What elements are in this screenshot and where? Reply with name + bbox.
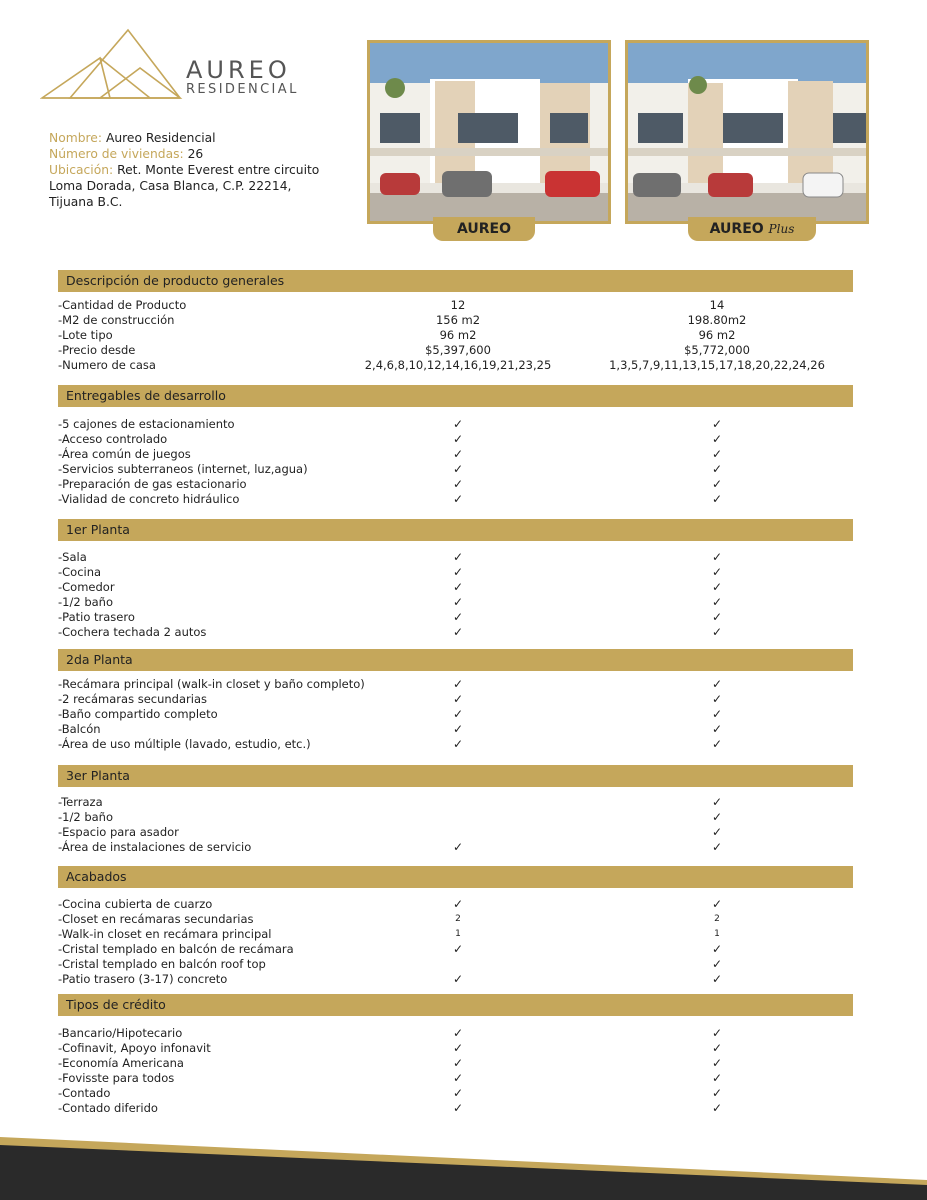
row-label: -M2 de construcción: [58, 313, 175, 327]
table-row: [58, 737, 853, 752]
aureo-value: ✓: [452, 580, 464, 594]
section-header: [58, 866, 853, 888]
section-header: [58, 649, 853, 671]
aureo-value: ✓: [452, 840, 464, 854]
aureo-plus-value: ✓: [711, 707, 723, 721]
aureo-plus-value: ✓: [711, 625, 723, 639]
table-row: [58, 927, 853, 942]
row-label: -Fovisste para todos: [58, 1071, 175, 1085]
aureo-value: ✓: [452, 432, 464, 446]
row-label: -Walk-in closet en recámara principal: [58, 927, 272, 941]
aureo-value: ✓: [452, 707, 464, 721]
logo-wordmark: [186, 58, 299, 98]
aureo-plus-value: ✓: [711, 677, 723, 691]
row-label: -Área de uso múltiple (lavado, estudio, etc.): [58, 737, 311, 751]
aureo-plus-value: 198.80m2: [687, 313, 747, 327]
table-row: [58, 328, 853, 343]
aureo-plus-value: ✓: [711, 840, 723, 854]
row-label: -Terraza: [58, 795, 103, 809]
aureo-value: 96 m2: [439, 328, 477, 342]
row-label: -Cristal templado en balcón de recámara: [58, 942, 294, 956]
table-row: [58, 1071, 853, 1086]
aureo-value: ✓: [452, 610, 464, 624]
aureo-value: ✓: [452, 677, 464, 691]
table-row: [58, 1041, 853, 1056]
row-label: -Precio desde: [58, 343, 136, 357]
aureo-value: ✓: [452, 550, 464, 564]
location-label: Ubicación:: [49, 163, 114, 177]
row-label: -Espacio para asador: [58, 825, 179, 839]
row-label: -Cofinavit, Apoyo infonavit: [58, 1041, 211, 1055]
project-info: [49, 130, 319, 210]
row-label: -Patio trasero: [58, 610, 135, 624]
table-row: [58, 298, 853, 313]
aureo-plus-value: ✓: [711, 972, 723, 986]
aureo-value: ✓: [452, 462, 464, 476]
table-row: [58, 447, 853, 462]
aureo-value: ✓: [452, 1056, 464, 1070]
aureo-value: 2: [455, 914, 461, 924]
table-row: [58, 840, 853, 855]
table-row: [58, 912, 853, 927]
row-label: -Vialidad de concreto hidráulico: [58, 492, 240, 506]
row-label: -Cochera techada 2 autos: [58, 625, 207, 639]
row-label: -Contado: [58, 1086, 111, 1100]
section-header: [58, 385, 853, 407]
row-label: -Lote tipo: [58, 328, 113, 342]
row-label: -1/2 baño: [58, 595, 113, 609]
section-title: Descripción de producto generales: [66, 273, 285, 288]
aureo-value: ✓: [452, 1101, 464, 1115]
aureo-value: ✓: [452, 1026, 464, 1040]
aureo-plus-value: 1: [714, 929, 720, 939]
table-row: [58, 972, 853, 987]
aureo-plus-value: ✓: [711, 595, 723, 609]
aureo-plus-value: 2: [714, 914, 720, 924]
table-row: [58, 580, 853, 595]
table-row: [58, 692, 853, 707]
logo-sub-text: RESIDENCIAL: [186, 82, 299, 97]
table-row: [58, 897, 853, 912]
table-row: [58, 942, 853, 957]
row-label: -Sala: [58, 550, 87, 564]
row-label: -Cristal templado en balcón roof top: [58, 957, 266, 971]
aureo-plus-value: ✓: [711, 722, 723, 736]
aureo-plus-value: ✓: [711, 580, 723, 594]
table-row: [58, 1026, 853, 1041]
row-label: -Closet en recámaras secundarias: [58, 912, 254, 926]
aureo-plus-value: 1,3,5,7,9,11,13,15,17,18,20,22,24,26: [609, 358, 825, 372]
row-label: -2 recámaras secundarias: [58, 692, 207, 706]
row-label: -Contado diferido: [58, 1101, 158, 1115]
aureo-plus-value: ✓: [711, 492, 723, 506]
section-title: 2da Planta: [66, 652, 133, 667]
row-label: -Balcón: [58, 722, 101, 736]
row-label: -Bancario/Hipotecario: [58, 1026, 183, 1040]
aureo-model-tag: [433, 217, 535, 241]
aureo-plus-value: ✓: [711, 957, 723, 971]
aureo-plus-value: ✓: [711, 1101, 723, 1115]
table-row: [58, 957, 853, 972]
aureo-plus-value: ✓: [711, 565, 723, 579]
table-row: [58, 550, 853, 565]
table-row: [58, 825, 853, 840]
row-label: -Baño compartido completo: [58, 707, 218, 721]
location-line-1: Ret. Monte Everest entre circuito: [117, 163, 320, 177]
table-row: [58, 477, 853, 492]
aureo-value: ✓: [452, 1086, 464, 1100]
aureo-value: $5,397,600: [425, 343, 491, 357]
aureo-plus-suffix: Plus: [768, 222, 795, 236]
table-row: [58, 595, 853, 610]
aureo-plus-value: ✓: [711, 825, 723, 839]
row-label: -Comedor: [58, 580, 115, 594]
section-header: [58, 270, 853, 292]
aureo-value: 2,4,6,8,10,12,14,16,19,21,23,25: [364, 358, 552, 372]
aureo-model-name: AUREO: [456, 221, 512, 237]
aureo-value: ✓: [452, 565, 464, 579]
aureo-house-photo: [367, 40, 611, 224]
section-header: [58, 994, 853, 1016]
section-title: Tipos de crédito: [66, 997, 166, 1012]
aureo-plus-value: ✓: [711, 810, 723, 824]
aureo-plus-value: ✓: [711, 447, 723, 461]
row-label: -Recámara principal (walk-in closet y baño completo): [58, 677, 365, 691]
aureo-plus-value: ✓: [711, 462, 723, 476]
aureo-value: ✓: [452, 492, 464, 506]
aureo-plus-value: ✓: [711, 942, 723, 956]
table-row: [58, 343, 853, 358]
aureo-plus-value: ✓: [711, 897, 723, 911]
row-label: -Preparación de gas estacionario: [58, 477, 247, 491]
aureo-plus-model-tag: [688, 217, 816, 241]
aureo-plus-value: ✓: [711, 477, 723, 491]
table-row: [58, 313, 853, 328]
aureo-plus-value: ✓: [711, 795, 723, 809]
footer-stripes: [0, 1125, 927, 1200]
aureo-value: ✓: [452, 972, 464, 986]
aureo-value: 12: [450, 298, 466, 312]
row-label: -Numero de casa: [58, 358, 156, 372]
section-header: [58, 765, 853, 787]
row-label: -Cocina: [58, 565, 102, 579]
name-value: Aureo Residencial: [105, 131, 216, 145]
table-row: [58, 707, 853, 722]
aureo-plus-house-photo: [625, 40, 869, 224]
table-row: [58, 565, 853, 580]
aureo-value: ✓: [452, 595, 464, 609]
logo-main-text: AUREO: [186, 56, 291, 84]
aureo-plus-value: ✓: [711, 1071, 723, 1085]
units-value: 26: [187, 147, 204, 161]
table-row: [58, 462, 853, 477]
table-row: [58, 810, 853, 825]
table-row: [58, 610, 853, 625]
aureo-plus-value: ✓: [711, 610, 723, 624]
row-label: -Patio trasero (3-17) concreto: [58, 972, 228, 986]
aureo-value: ✓: [452, 722, 464, 736]
aureo-plus-value: 96 m2: [698, 328, 736, 342]
table-row: [58, 358, 853, 373]
location-line-3: Tijuana B.C.: [49, 195, 123, 209]
table-row: [58, 1101, 853, 1116]
aureo-plus-value: ✓: [711, 737, 723, 751]
aureo-plus-model-name: AUREO: [709, 221, 764, 237]
aureo-value: ✓: [452, 477, 464, 491]
aureo-value: 156 m2: [435, 313, 481, 327]
aureo-plus-value: ✓: [711, 417, 723, 431]
aureo-value: ✓: [452, 625, 464, 639]
section-title: Acabados: [66, 869, 127, 884]
section-header: [58, 519, 853, 541]
row-label: -5 cajones de estacionamiento: [58, 417, 235, 431]
row-label: -Área común de juegos: [58, 447, 191, 461]
section-title: 3er Planta: [66, 768, 130, 783]
table-row: [58, 795, 853, 810]
aureo-value: ✓: [452, 737, 464, 751]
aureo-value: 1: [455, 929, 461, 939]
row-label: -1/2 baño: [58, 810, 113, 824]
table-row: [58, 722, 853, 737]
row-label: -Cantidad de Producto: [58, 298, 187, 312]
table-row: [58, 1086, 853, 1101]
units-label: Número de viviendas:: [49, 147, 184, 161]
aureo-value: ✓: [452, 942, 464, 956]
aureo-plus-value: ✓: [711, 432, 723, 446]
row-label: -Cocina cubierta de cuarzo: [58, 897, 213, 911]
aureo-plus-value: ✓: [711, 1026, 723, 1040]
table-row: [58, 1056, 853, 1071]
aureo-value: ✓: [452, 1041, 464, 1055]
name-label: Nombre:: [49, 131, 103, 145]
row-label: -Servicios subterraneos (internet, luz,agua): [58, 462, 308, 476]
table-row: [58, 432, 853, 447]
row-label: -Economía Americana: [58, 1056, 184, 1070]
table-row: [58, 417, 853, 432]
aureo-plus-value: ✓: [711, 1056, 723, 1070]
table-row: [58, 625, 853, 640]
aureo-value: ✓: [452, 1071, 464, 1085]
aureo-plus-value: 14: [709, 298, 725, 312]
section-title: 1er Planta: [66, 522, 130, 537]
location-line-2: Loma Dorada, Casa Blanca, C.P. 22214,: [49, 179, 292, 193]
aureo-plus-value: ✓: [711, 1041, 723, 1055]
table-row: [58, 492, 853, 507]
row-label: -Área de instalaciones de servicio: [58, 840, 252, 854]
aureo-value: ✓: [452, 692, 464, 706]
aureo-value: ✓: [452, 897, 464, 911]
section-title: Entregables de desarrollo: [66, 388, 226, 403]
aureo-plus-value: ✓: [711, 1086, 723, 1100]
row-label: -Acceso controlado: [58, 432, 168, 446]
aureo-value: ✓: [452, 447, 464, 461]
aureo-plus-value: $5,772,000: [684, 343, 750, 357]
aureo-value: ✓: [452, 417, 464, 431]
table-row: [58, 677, 853, 692]
aureo-plus-value: ✓: [711, 550, 723, 564]
aureo-plus-value: ✓: [711, 692, 723, 706]
